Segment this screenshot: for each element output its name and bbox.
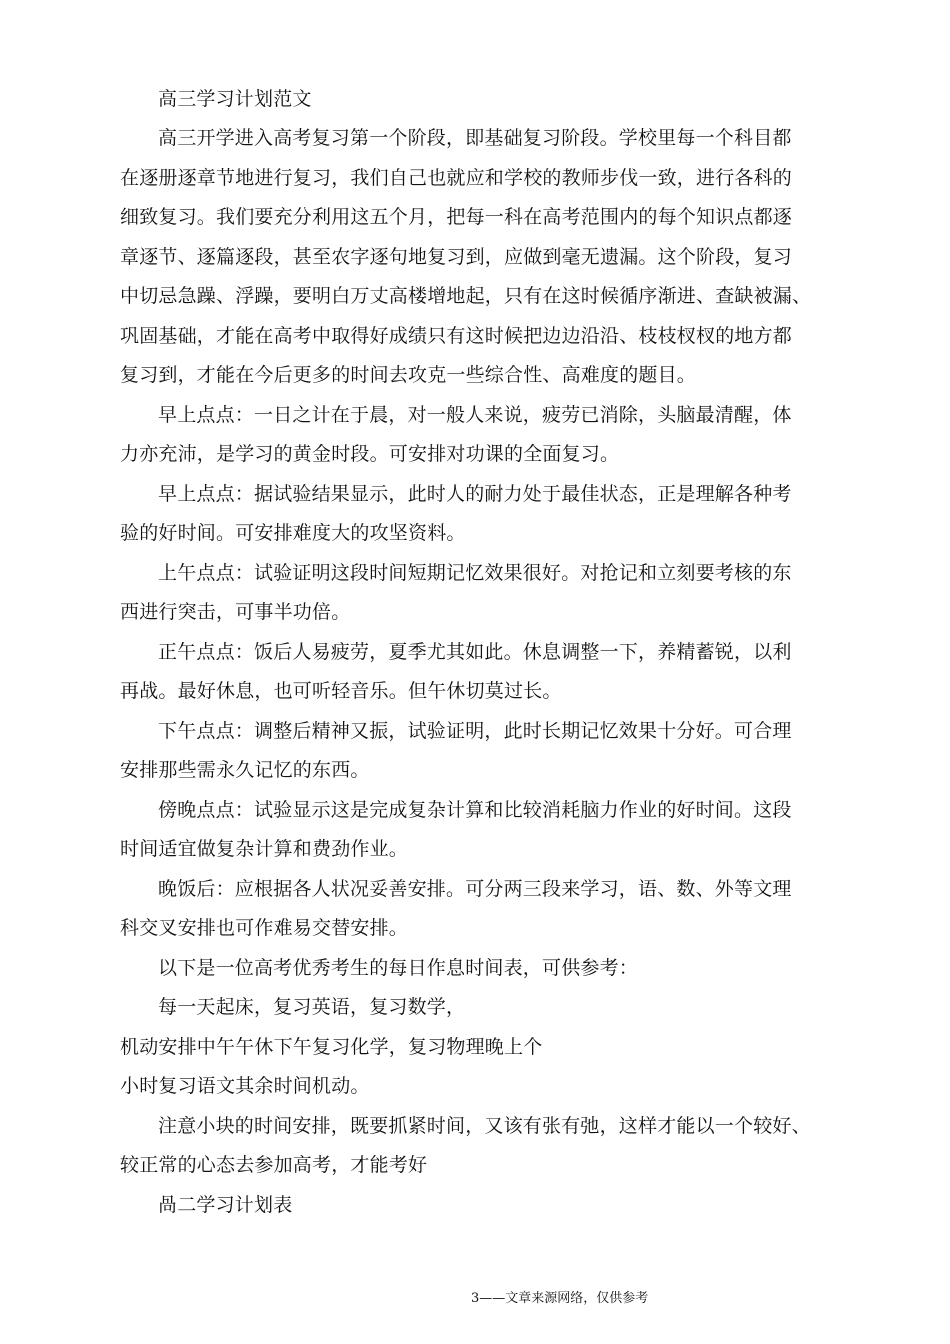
body-line: 小时复习语文其余时间机动。 [120,1075,370,1097]
body-line: 力亦充沛，是学习的黄金时段。可安排对功课的全面复习。 [120,443,620,465]
body-line: 章逐节、逐篇逐段，甚至农字逐句地复习到，应做到毫无遗漏。这个阶段，复习 [120,246,793,268]
body-line: 复习到，才能在今后更多的时间去攻克一些综合性、高难度的题目。 [120,364,697,386]
body-line: 每一天起床，复习英语，复习数学， [158,996,466,1018]
body-line: 下午点点：调整后精神又振，试验证明，此时长期记忆效果十分好。可合理 [158,720,792,742]
body-line: 再战。最好休息，也可听轻音乐。但午休切莫过长。 [120,680,562,702]
body-line: 西进行突击，可事半功倍。 [120,601,351,623]
section-heading: 咼二学习计划表 [158,1194,293,1216]
body-line: 早上点点：一日之计在于晨，对一般人来说，疲劳已消除，头脑最清醒，体 [158,404,792,426]
document-title: 高三学习计划范文 [158,88,312,110]
body-line: 巩固基础，才能在高考中取得好成绩只有这时候把边边沿沿、枝枝杈杈的地方都 [120,325,793,347]
body-line: 上午点点：试验证明这段时间短期记忆效果很好。对抢记和立刻要考核的东 [158,562,792,584]
body-line: 傍晚点点：试验显示这是完成复杂计算和比较消耗脑力作业的好时间。这段 [158,799,792,821]
body-line: 晚饭后：应根据各人状况妥善安排。可分两三段来学习，语、数、外等文理 [158,878,792,900]
body-line: 中切忌急躁、浮躁，要明白万丈高楼增地起，只有在这时候循序渐进、查缺被漏、 [120,285,812,307]
body-line: 验的好时间。可安排难度大的攻坚资料。 [120,522,466,544]
page-footer: 3——文章来源网络，仅供参考 [471,1291,649,1306]
body-line: 安排那些需永久记忆的东西。 [120,759,370,781]
body-line: 在逐册逐章节地进行复习，我们自己也就应和学校的教师步伐一致，进行各科的 [120,167,793,189]
body-line: 以下是一位高考优秀考生的每日作息时间表，可供参考： [158,957,639,979]
body-line: 较正常的心态去参加高考，才能考好 [120,1154,428,1176]
body-line: 正午点点：饭后人易疲劳，夏季尤其如此。休息调整一下，养精蓄锐，以利 [158,641,792,663]
body-line: 科交叉安排也可作难易交替安排。 [120,917,409,939]
body-line: 时间适宜做复杂计算和费劲作业。 [120,838,409,860]
body-line: 机动安排中午午休下午复习化学，复习物理晚上个 [120,1036,543,1058]
body-line: 细致复习。我们要充分利用这五个月，把每一科在高考范围内的每个知识点都逐 [120,206,793,228]
body-line: 注意小块的时间安排，既要抓紧时间，又该有张有弛，这样才能以一个较好、 [158,1115,811,1137]
body-line: 早上点点：据试验结果显示，此时人的耐力处于最佳状态，正是理解各种考 [158,483,792,505]
body-line: 高三开学进入高考复习第一个阶段，即基础复习阶段。学校里每一个科目都 [158,127,792,149]
